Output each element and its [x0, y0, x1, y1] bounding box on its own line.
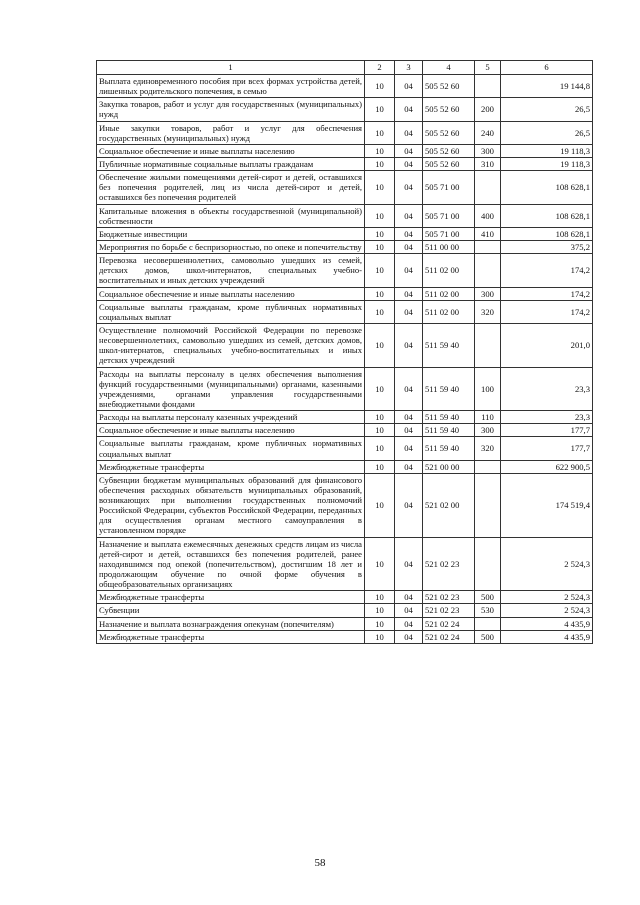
row-sum: 177,7 — [501, 437, 593, 460]
table-row — [97, 227, 593, 240]
row-name: Субвенции бюджетам муниципальных образований для финансового обеспечения расходных обязательств муниципальных образований, возникающих при выполнении государственных полномочий Российской Федерации, субъектов Российской Федерации, переданных для осуществления органам местного самоуправления в установленном порядке — [97, 473, 365, 537]
row-sum: 2 524,3 — [501, 591, 593, 604]
row-razdel: 10 — [365, 537, 395, 591]
row-name: Перевозка несовершеннолетних, самовольно ушедших из семей, детских домов, школ-интернатов, специальных учебно-воспитательных и иных детских учреждений — [97, 254, 365, 287]
row-name: Назначение и выплата вознаграждения опекунам (попечителям) — [97, 617, 365, 630]
row-podrazdel: 04 — [395, 424, 423, 437]
row-csr: 511 59 40 — [423, 437, 475, 460]
table-row — [97, 473, 593, 537]
row-csr: 521 02 23 — [423, 537, 475, 591]
row-name: Межбюджетные трансферты — [97, 460, 365, 473]
row-razdel: 10 — [365, 630, 395, 643]
row-vr: 300 — [475, 144, 501, 157]
row-sum: 19 118,3 — [501, 144, 593, 157]
row-podrazdel: 04 — [395, 300, 423, 323]
row-name: Межбюджетные трансферты — [97, 591, 365, 604]
row-vr — [475, 460, 501, 473]
row-name: Назначение и выплата ежемесячных денежных средств лицам из числа детей-сирот и детей, оставшихся без попечения родителей, ранее находившимся под опекой (попечительством), достигшим 18 лет и продолжающим обучение по очной форме обучения в общеобразовательных организациях — [97, 537, 365, 591]
header-col-1: 1 — [97, 61, 365, 75]
table-row — [97, 460, 593, 473]
row-razdel: 10 — [365, 411, 395, 424]
row-csr: 505 52 60 — [423, 144, 475, 157]
row-csr: 521 02 00 — [423, 473, 475, 537]
row-podrazdel: 04 — [395, 617, 423, 630]
row-podrazdel: 04 — [395, 630, 423, 643]
table-row — [97, 424, 593, 437]
row-razdel: 10 — [365, 617, 395, 630]
row-vr — [475, 171, 501, 204]
row-sum: 23,3 — [501, 411, 593, 424]
row-sum: 2 524,3 — [501, 604, 593, 617]
row-podrazdel: 04 — [395, 254, 423, 287]
row-vr: 410 — [475, 227, 501, 240]
row-sum: 4 435,9 — [501, 617, 593, 630]
row-podrazdel: 04 — [395, 367, 423, 411]
row-vr: 310 — [475, 157, 501, 170]
row-sum: 375,2 — [501, 240, 593, 253]
row-csr: 505 71 00 — [423, 227, 475, 240]
row-sum: 174,2 — [501, 287, 593, 300]
row-name: Субвенции — [97, 604, 365, 617]
table-row — [97, 240, 593, 253]
header-col-4: 4 — [423, 61, 475, 75]
row-csr: 521 00 00 — [423, 460, 475, 473]
row-vr: 320 — [475, 300, 501, 323]
row-name: Выплата единовременного пособия при всех формах устройства детей, лишенных родительского попечения, в семью — [97, 75, 365, 98]
row-name: Мероприятия по борьбе с беспризорностью, по опеке и попечительству — [97, 240, 365, 253]
row-razdel: 10 — [365, 473, 395, 537]
row-vr: 530 — [475, 604, 501, 617]
row-razdel: 10 — [365, 424, 395, 437]
row-razdel: 10 — [365, 204, 395, 227]
row-vr: 300 — [475, 287, 501, 300]
row-razdel: 10 — [365, 121, 395, 144]
row-podrazdel: 04 — [395, 604, 423, 617]
row-vr: 200 — [475, 98, 501, 121]
row-podrazdel: 04 — [395, 204, 423, 227]
row-razdel: 10 — [365, 75, 395, 98]
row-sum: 19 144,8 — [501, 75, 593, 98]
row-razdel: 10 — [365, 604, 395, 617]
row-sum: 4 435,9 — [501, 630, 593, 643]
row-csr: 505 52 60 — [423, 75, 475, 98]
row-name: Социальные выплаты гражданам, кроме публичных нормативных социальных выплат — [97, 437, 365, 460]
row-sum: 622 900,5 — [501, 460, 593, 473]
table-row — [97, 323, 593, 367]
header-col-3: 3 — [395, 61, 423, 75]
row-sum: 108 628,1 — [501, 171, 593, 204]
row-podrazdel: 04 — [395, 144, 423, 157]
row-name: Социальное обеспечение и иные выплаты населению — [97, 287, 365, 300]
row-vr: 300 — [475, 424, 501, 437]
row-name: Социальные выплаты гражданам, кроме публичных нормативных социальных выплат — [97, 300, 365, 323]
row-name: Бюджетные инвестиции — [97, 227, 365, 240]
row-csr: 511 02 00 — [423, 300, 475, 323]
row-sum: 108 628,1 — [501, 227, 593, 240]
header-col-2: 2 — [365, 61, 395, 75]
table-body — [97, 75, 593, 644]
row-name: Социальное обеспечение и иные выплаты населению — [97, 144, 365, 157]
row-sum: 2 524,3 — [501, 537, 593, 591]
row-vr — [475, 240, 501, 253]
row-podrazdel: 04 — [395, 591, 423, 604]
row-csr: 521 02 23 — [423, 604, 475, 617]
row-vr: 400 — [475, 204, 501, 227]
row-vr: 500 — [475, 630, 501, 643]
row-podrazdel: 04 — [395, 537, 423, 591]
row-sum: 23,3 — [501, 367, 593, 411]
table-row — [97, 411, 593, 424]
row-name: Капитальные вложения в объекты государственной (муниципальной) собственности — [97, 204, 365, 227]
row-podrazdel: 04 — [395, 473, 423, 537]
row-razdel: 10 — [365, 323, 395, 367]
row-razdel: 10 — [365, 227, 395, 240]
row-vr: 240 — [475, 121, 501, 144]
table-row — [97, 367, 593, 411]
row-podrazdel: 04 — [395, 98, 423, 121]
row-vr: 320 — [475, 437, 501, 460]
row-vr — [475, 537, 501, 591]
header-col-5: 5 — [475, 61, 501, 75]
row-sum: 174,2 — [501, 300, 593, 323]
row-vr — [475, 254, 501, 287]
row-name: Осуществление полномочий Российской Федерации по перевозке несовершеннолетних, самовольно ушедших из семей, детских домов, школ-интернатов, специальных учебно-воспитательных и иных детских учреждений — [97, 323, 365, 367]
row-podrazdel: 04 — [395, 240, 423, 253]
row-razdel: 10 — [365, 240, 395, 253]
table-row — [97, 75, 593, 98]
row-razdel: 10 — [365, 98, 395, 121]
header-row — [97, 61, 593, 75]
table-row — [97, 144, 593, 157]
row-csr: 511 00 00 — [423, 240, 475, 253]
table-row — [97, 98, 593, 121]
row-name: Социальное обеспечение и иные выплаты населению — [97, 424, 365, 437]
row-csr: 511 02 00 — [423, 254, 475, 287]
row-name: Публичные нормативные социальные выплаты гражданам — [97, 157, 365, 170]
row-csr: 511 59 40 — [423, 411, 475, 424]
table-row — [97, 204, 593, 227]
row-csr: 521 02 23 — [423, 591, 475, 604]
table-row — [97, 254, 593, 287]
row-podrazdel: 04 — [395, 287, 423, 300]
row-csr: 511 59 40 — [423, 367, 475, 411]
row-csr: 505 71 00 — [423, 204, 475, 227]
row-name: Иные закупки товаров, работ и услуг для обеспечения государственных (муниципальных) нужд — [97, 121, 365, 144]
table-row — [97, 171, 593, 204]
table-row — [97, 617, 593, 630]
budget-table — [96, 60, 593, 644]
row-vr: 110 — [475, 411, 501, 424]
row-csr: 505 52 60 — [423, 157, 475, 170]
row-vr — [475, 617, 501, 630]
row-razdel: 10 — [365, 287, 395, 300]
row-razdel: 10 — [365, 254, 395, 287]
row-sum: 174,2 — [501, 254, 593, 287]
row-vr — [475, 473, 501, 537]
row-podrazdel: 04 — [395, 437, 423, 460]
row-csr: 505 71 00 — [423, 171, 475, 204]
row-razdel: 10 — [365, 144, 395, 157]
table-row — [97, 604, 593, 617]
row-podrazdel: 04 — [395, 323, 423, 367]
row-sum: 26,5 — [501, 121, 593, 144]
row-podrazdel: 04 — [395, 460, 423, 473]
row-name: Расходы на выплаты персоналу в целях обеспечения выполнения функций государственными (муниципальными) органами, казенными учреждениями, органами управления государственными внебюджетными фондами — [97, 367, 365, 411]
page-number: 58 — [314, 857, 326, 869]
row-name: Межбюджетные трансферты — [97, 630, 365, 643]
row-podrazdel: 04 — [395, 75, 423, 98]
row-csr: 511 59 40 — [423, 323, 475, 367]
row-podrazdel: 04 — [395, 411, 423, 424]
row-vr — [475, 75, 501, 98]
row-csr: 521 02 24 — [423, 630, 475, 643]
row-sum: 26,5 — [501, 98, 593, 121]
row-csr: 511 59 40 — [423, 424, 475, 437]
row-razdel: 10 — [365, 460, 395, 473]
row-csr: 511 02 00 — [423, 287, 475, 300]
row-razdel: 10 — [365, 171, 395, 204]
row-sum: 19 118,3 — [501, 157, 593, 170]
row-razdel: 10 — [365, 591, 395, 604]
row-vr — [475, 323, 501, 367]
row-csr: 505 52 60 — [423, 98, 475, 121]
row-vr: 100 — [475, 367, 501, 411]
row-razdel: 10 — [365, 367, 395, 411]
header-col-6: 6 — [501, 61, 593, 75]
row-name: Расходы на выплаты персоналу казенных учреждений — [97, 411, 365, 424]
table-row — [97, 121, 593, 144]
table-row — [97, 287, 593, 300]
row-sum: 174 519,4 — [501, 473, 593, 537]
row-name: Обеспечение жилыми помещениями детей-сирот и детей, оставшихся без попечения родителей, лиц из числа детей-сирот и детей, оставшихся без попечения родителей — [97, 171, 365, 204]
row-razdel: 10 — [365, 300, 395, 323]
table-row — [97, 157, 593, 170]
row-sum: 201,0 — [501, 323, 593, 367]
row-podrazdel: 04 — [395, 171, 423, 204]
row-csr: 521 02 24 — [423, 617, 475, 630]
row-podrazdel: 04 — [395, 227, 423, 240]
row-razdel: 10 — [365, 157, 395, 170]
row-razdel: 10 — [365, 437, 395, 460]
row-vr: 500 — [475, 591, 501, 604]
table-row — [97, 630, 593, 643]
table-row — [97, 537, 593, 591]
row-sum: 108 628,1 — [501, 204, 593, 227]
row-name: Закупка товаров, работ и услуг для государственных (муниципальных) нужд — [97, 98, 365, 121]
row-csr: 505 52 60 — [423, 121, 475, 144]
table-row — [97, 591, 593, 604]
table-row — [97, 437, 593, 460]
row-podrazdel: 04 — [395, 121, 423, 144]
row-sum: 177,7 — [501, 424, 593, 437]
table-row — [97, 300, 593, 323]
row-podrazdel: 04 — [395, 157, 423, 170]
